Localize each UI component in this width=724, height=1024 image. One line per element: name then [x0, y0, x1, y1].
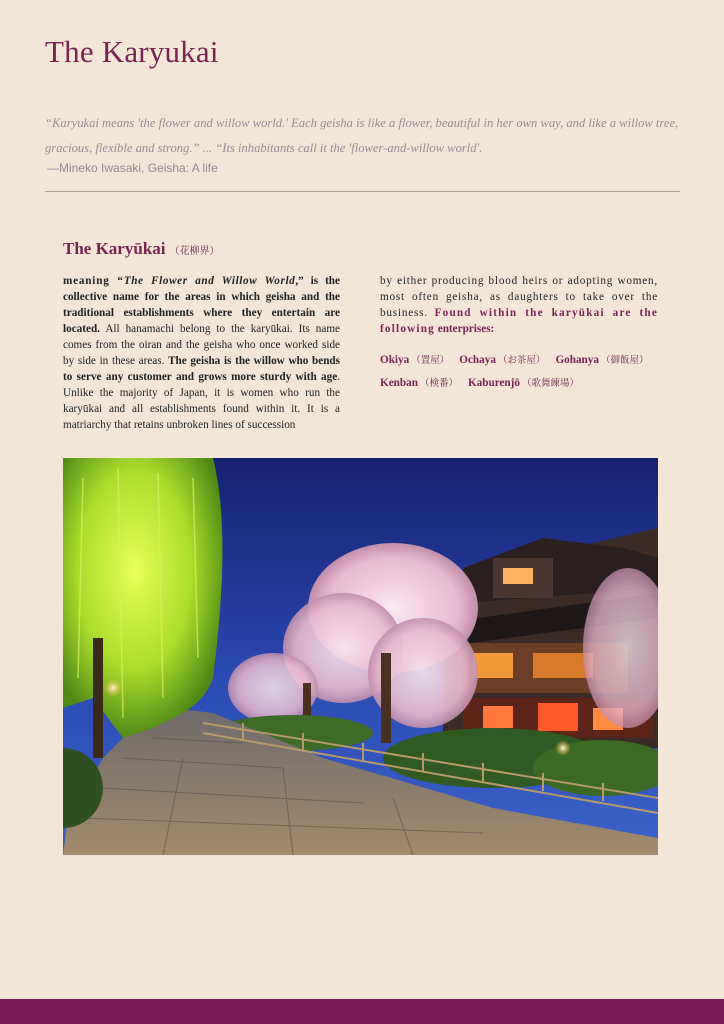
enterprise-item — [459, 349, 545, 372]
lead-italic-title: The Flower and Willow World — [123, 275, 296, 287]
enterprise-item — [555, 349, 648, 372]
willow-bold-text: The geisha is the willow who bends to serve any customer and grows more sturdy with age — [63, 355, 341, 383]
street-lamp — [104, 679, 122, 697]
body-column-left — [63, 273, 340, 433]
section-heading-text: The Karyūkai — [63, 239, 166, 258]
section-heading-kanji: （花柳界） — [169, 246, 220, 257]
enterprises-intro-b: enterprises: — [437, 323, 495, 335]
enterprise-kanji: （お茶屋） — [497, 355, 546, 366]
enterprise-item — [468, 372, 579, 395]
enterprise-name: Kenban — [380, 377, 418, 389]
section-heading — [63, 239, 220, 259]
enterprise-kanji: （御飯屋） — [600, 355, 649, 366]
body-text-1: All hanamachi belong to the karyūkai. Its name comes from the oiran and the geisha who once worked side by side in these areas. — [63, 323, 340, 367]
epigraph-quote: “Karyukai means 'the flower and willow world.' Each geisha is like a flower, beautiful in her own way, and like a willow tree, gracious, flexible and strong.” ... “Its inhabitants call it the 'flower-and-willow world'. — [45, 116, 679, 155]
enterprise-item — [380, 372, 458, 395]
street-lamp — [555, 740, 571, 756]
enterprises-intro-a: Found within the karyūkai are the following — [380, 307, 659, 335]
header-divider — [45, 191, 680, 192]
quote-attribution: —Mineko Iwasaki, Geisha: A life — [47, 161, 218, 175]
enterprise-item — [380, 349, 449, 372]
enterprise-kanji: （歌舞練場） — [521, 378, 579, 389]
body-text-3: by either producing blood heirs or adopting women, most often geisha, as daughters to take over the business. — [380, 275, 658, 319]
footer-bar — [0, 999, 724, 1024]
body-column-right — [380, 273, 658, 337]
enterprise-name: Kaburenjō — [467, 377, 520, 389]
photo-illustration — [63, 458, 658, 855]
enterprise-name: Okiya — [380, 354, 410, 366]
lead-bold-b: ,” is the collective name for the areas in which geisha and the traditional establishments where they entertain are located. — [63, 275, 340, 335]
enterprise-name: Gohanya — [555, 354, 599, 366]
enterprise-kanji: （検番） — [419, 378, 458, 389]
lead-bold-a: meaning “ — [63, 275, 124, 287]
enterprise-list — [380, 349, 670, 395]
page-title: The Karyukai — [45, 34, 219, 69]
gion-night-photo — [63, 458, 658, 855]
enterprise-kanji: （置屋） — [411, 355, 450, 366]
body-text-2: . Unlike the majority of Japan, it is women who run the karyūkai and all establishments found within it. It is a matriarchy that retains unbroken lines of succession — [63, 371, 340, 431]
enterprise-name: Ochaya — [459, 354, 496, 366]
